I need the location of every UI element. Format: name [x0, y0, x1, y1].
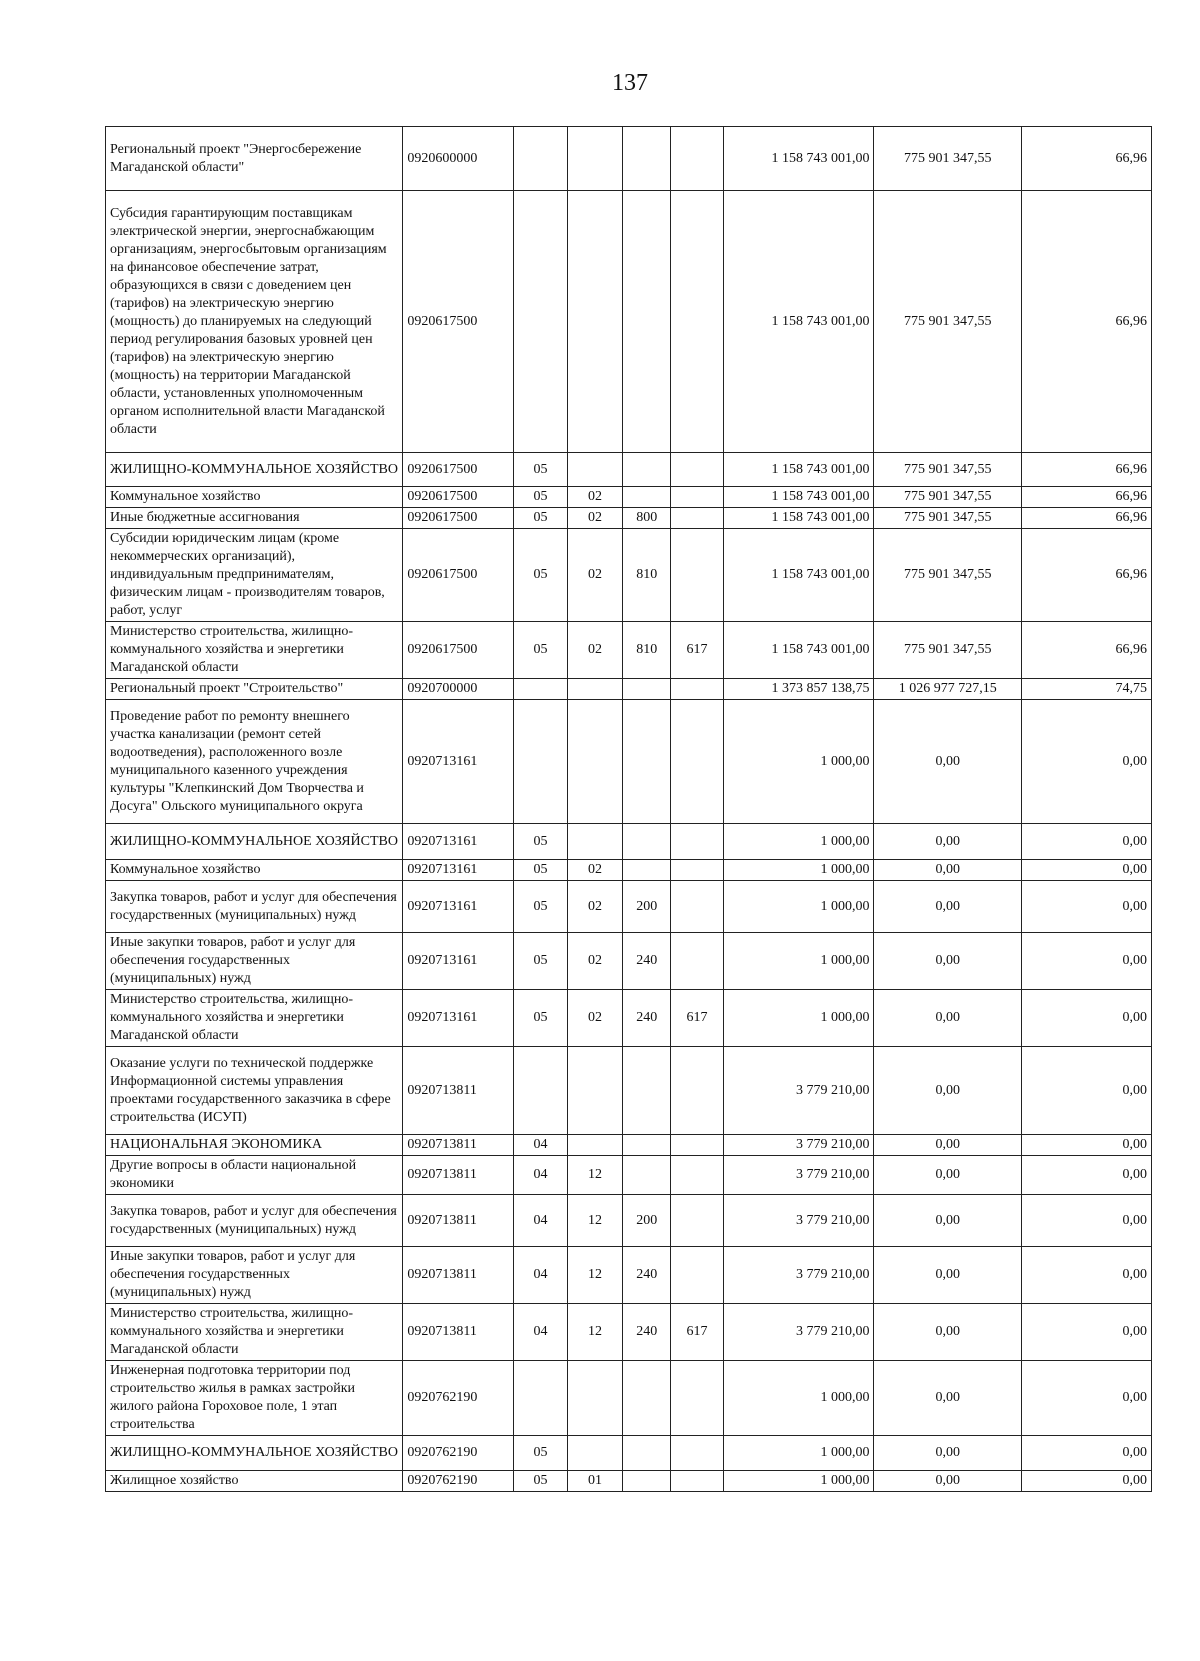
cell-expense-type: [623, 1361, 671, 1436]
cell-expense-type: [623, 1471, 671, 1492]
cell-executed-amount: 0,00: [874, 933, 1022, 990]
cell-target-code: 0920713811: [403, 1047, 514, 1135]
table-row: [106, 1436, 1152, 1471]
cell-executed-amount: 0,00: [874, 1304, 1022, 1361]
cell-administrator-code: [671, 1361, 723, 1436]
cell-planned-amount: 1 158 743 001,00: [723, 487, 874, 508]
cell-subsection: 01: [567, 1471, 622, 1492]
cell-target-code: 0920713161: [403, 881, 514, 933]
cell-executed-amount: 775 901 347,55: [874, 127, 1022, 191]
cell-target-code: 0920617500: [403, 191, 514, 453]
cell-section: 04: [514, 1135, 567, 1156]
cell-item-name: Коммунальное хозяйство: [106, 860, 403, 881]
cell-subsection: 02: [567, 529, 622, 622]
cell-section: [514, 191, 567, 453]
cell-subsection: 02: [567, 860, 622, 881]
cell-expense-type: [623, 824, 671, 860]
cell-section: 05: [514, 824, 567, 860]
cell-planned-amount: 3 779 210,00: [723, 1247, 874, 1304]
table-row: [106, 679, 1152, 700]
table-row: [106, 1361, 1152, 1436]
cell-section: 04: [514, 1247, 567, 1304]
cell-administrator-code: [671, 1436, 723, 1471]
cell-executed-amount: 0,00: [874, 1436, 1022, 1471]
cell-section: [514, 1361, 567, 1436]
cell-subsection: 12: [567, 1247, 622, 1304]
cell-subsection: [567, 700, 622, 824]
cell-administrator-code: [671, 453, 723, 487]
cell-planned-amount: 1 000,00: [723, 881, 874, 933]
cell-execution-percent: 0,00: [1022, 1247, 1152, 1304]
table-row: [106, 508, 1152, 529]
cell-subsection: [567, 453, 622, 487]
cell-expense-type: [623, 679, 671, 700]
cell-target-code: 0920700000: [403, 679, 514, 700]
cell-item-name: Министерство строительства, жилищно-коммунального хозяйства и энергетики Магаданской области: [106, 990, 403, 1047]
cell-planned-amount: 3 779 210,00: [723, 1156, 874, 1195]
cell-administrator-code: [671, 700, 723, 824]
cell-subsection: 12: [567, 1304, 622, 1361]
cell-item-name: Коммунальное хозяйство: [106, 487, 403, 508]
cell-expense-type: [623, 1047, 671, 1135]
cell-executed-amount: 775 901 347,55: [874, 191, 1022, 453]
cell-execution-percent: 0,00: [1022, 1047, 1152, 1135]
cell-target-code: 0920713811: [403, 1156, 514, 1195]
cell-item-name: ЖИЛИЩНО-КОММУНАЛЬНОЕ ХОЗЯЙСТВО: [106, 1436, 403, 1471]
cell-target-code: 0920713811: [403, 1304, 514, 1361]
cell-administrator-code: [671, 508, 723, 529]
cell-target-code: 0920713161: [403, 824, 514, 860]
cell-execution-percent: 0,00: [1022, 881, 1152, 933]
cell-item-name: Закупка товаров, работ и услуг для обеспечения государственных (муниципальных) нужд: [106, 881, 403, 933]
cell-item-name: НАЦИОНАЛЬНАЯ ЭКОНОМИКА: [106, 1135, 403, 1156]
cell-target-code: 0920617500: [403, 622, 514, 679]
cell-target-code: 0920713161: [403, 700, 514, 824]
cell-planned-amount: 3 779 210,00: [723, 1195, 874, 1247]
cell-expense-type: [623, 700, 671, 824]
cell-executed-amount: 1 026 977 727,15: [874, 679, 1022, 700]
cell-section: 05: [514, 1471, 567, 1492]
cell-expense-type: [623, 487, 671, 508]
cell-section: 04: [514, 1156, 567, 1195]
cell-item-name: ЖИЛИЩНО-КОММУНАЛЬНОЕ ХОЗЯЙСТВО: [106, 824, 403, 860]
table-row: [106, 933, 1152, 990]
cell-target-code: 0920762190: [403, 1361, 514, 1436]
cell-execution-percent: 0,00: [1022, 1135, 1152, 1156]
cell-expense-type: [623, 453, 671, 487]
cell-expense-type: 240: [623, 933, 671, 990]
cell-planned-amount: 3 779 210,00: [723, 1304, 874, 1361]
cell-execution-percent: 0,00: [1022, 1471, 1152, 1492]
cell-planned-amount: 1 000,00: [723, 860, 874, 881]
cell-subsection: 02: [567, 990, 622, 1047]
cell-administrator-code: [671, 679, 723, 700]
table-row: [106, 1195, 1152, 1247]
cell-planned-amount: 1 000,00: [723, 824, 874, 860]
cell-target-code: 0920713161: [403, 933, 514, 990]
cell-planned-amount: 1 158 743 001,00: [723, 191, 874, 453]
cell-administrator-code: 617: [671, 1304, 723, 1361]
cell-executed-amount: 0,00: [874, 860, 1022, 881]
table-row: [106, 487, 1152, 508]
cell-item-name: Оказание услуги по технической поддержке Информационной системы управления проектами государственного заказчика в сфере строительства (ИСУП): [106, 1047, 403, 1135]
cell-target-code: 0920713811: [403, 1195, 514, 1247]
table-row: [106, 860, 1152, 881]
cell-planned-amount: 1 373 857 138,75: [723, 679, 874, 700]
cell-subsection: 12: [567, 1195, 622, 1247]
cell-executed-amount: 0,00: [874, 1156, 1022, 1195]
cell-executed-amount: 775 901 347,55: [874, 487, 1022, 508]
table-row: [106, 622, 1152, 679]
cell-item-name: Проведение работ по ремонту внешнего участка канализации (ремонт сетей водоотведения), расположенного возле муниципального казенного учреждения культуры "Клепкинский Дом Творчества и Досуга" Ольского муниципального округа: [106, 700, 403, 824]
cell-administrator-code: [671, 529, 723, 622]
cell-planned-amount: 1 000,00: [723, 990, 874, 1047]
table-row: [106, 529, 1152, 622]
cell-item-name: Субсидия гарантирующим поставщикам электрической энергии, энергоснабжающим организациям, энергосбытовым организациям на финансовое обеспечение затрат, образующихся в связи с доведением цен (тарифов) на электрическую энергию (мощность) до планируемых на следующий период регулирования базовых уровней цен (тарифов) на электрическую энергию (мощность) на территории Магаданской области, установленных уполномоченным органом исполнительной власти Магаданской области: [106, 191, 403, 453]
table-row: [106, 700, 1152, 824]
cell-planned-amount: 1 158 743 001,00: [723, 127, 874, 191]
cell-planned-amount: 1 158 743 001,00: [723, 529, 874, 622]
cell-subsection: [567, 824, 622, 860]
cell-target-code: 0920617500: [403, 453, 514, 487]
cell-expense-type: [623, 860, 671, 881]
cell-execution-percent: 0,00: [1022, 824, 1152, 860]
cell-administrator-code: [671, 191, 723, 453]
cell-administrator-code: [671, 127, 723, 191]
cell-expense-type: 800: [623, 508, 671, 529]
cell-execution-percent: 66,96: [1022, 127, 1152, 191]
cell-expense-type: 240: [623, 1247, 671, 1304]
cell-administrator-code: 617: [671, 622, 723, 679]
cell-planned-amount: 1 000,00: [723, 1361, 874, 1436]
table-row: [106, 1304, 1152, 1361]
cell-subsection: [567, 127, 622, 191]
cell-item-name: Иные закупки товаров, работ и услуг для обеспечения государственных (муниципальных) нужд: [106, 1247, 403, 1304]
cell-execution-percent: 0,00: [1022, 1195, 1152, 1247]
cell-item-name: Региональный проект "Энергосбережение Магаданской области": [106, 127, 403, 191]
table-row: [106, 881, 1152, 933]
cell-executed-amount: 0,00: [874, 1247, 1022, 1304]
cell-administrator-code: [671, 487, 723, 508]
cell-execution-percent: 66,96: [1022, 453, 1152, 487]
cell-expense-type: 810: [623, 529, 671, 622]
cell-section: [514, 1047, 567, 1135]
cell-subsection: [567, 1047, 622, 1135]
budget-table-body: [106, 127, 1152, 1492]
cell-subsection: 02: [567, 508, 622, 529]
table-row: [106, 1247, 1152, 1304]
cell-expense-type: 240: [623, 1304, 671, 1361]
cell-executed-amount: 0,00: [874, 1135, 1022, 1156]
cell-target-code: 0920617500: [403, 529, 514, 622]
cell-item-name: Министерство строительства, жилищно-коммунального хозяйства и энергетики Магаданской области: [106, 1304, 403, 1361]
cell-execution-percent: 0,00: [1022, 1436, 1152, 1471]
cell-section: 04: [514, 1195, 567, 1247]
cell-administrator-code: [671, 1156, 723, 1195]
cell-section: 05: [514, 487, 567, 508]
cell-subsection: 02: [567, 487, 622, 508]
cell-target-code: 0920600000: [403, 127, 514, 191]
cell-target-code: 0920713161: [403, 860, 514, 881]
table-row: [106, 1156, 1152, 1195]
cell-execution-percent: 66,96: [1022, 487, 1152, 508]
cell-section: 05: [514, 508, 567, 529]
cell-planned-amount: 3 779 210,00: [723, 1047, 874, 1135]
cell-item-name: Субсидии юридическим лицам (кроме некоммерческих организаций), индивидуальным предпринимателям, физическим лицам - производителям товаров, работ, услуг: [106, 529, 403, 622]
cell-executed-amount: 0,00: [874, 1471, 1022, 1492]
cell-administrator-code: [671, 881, 723, 933]
cell-section: 04: [514, 1304, 567, 1361]
cell-item-name: Иные бюджетные ассигнования: [106, 508, 403, 529]
cell-target-code: 0920762190: [403, 1436, 514, 1471]
cell-executed-amount: 0,00: [874, 1195, 1022, 1247]
cell-section: [514, 679, 567, 700]
cell-expense-type: 810: [623, 622, 671, 679]
cell-section: 05: [514, 933, 567, 990]
cell-expense-type: 200: [623, 1195, 671, 1247]
cell-administrator-code: [671, 1195, 723, 1247]
cell-item-name: Министерство строительства, жилищно-коммунального хозяйства и энергетики Магаданской области: [106, 622, 403, 679]
cell-expense-type: [623, 1156, 671, 1195]
cell-planned-amount: 1 158 743 001,00: [723, 453, 874, 487]
cell-section: 05: [514, 453, 567, 487]
cell-executed-amount: 0,00: [874, 881, 1022, 933]
cell-executed-amount: 775 901 347,55: [874, 508, 1022, 529]
cell-section: 05: [514, 860, 567, 881]
cell-item-name: Иные закупки товаров, работ и услуг для обеспечения государственных (муниципальных) нужд: [106, 933, 403, 990]
cell-execution-percent: 0,00: [1022, 933, 1152, 990]
page-number: 137: [612, 70, 648, 96]
cell-planned-amount: 1 000,00: [723, 700, 874, 824]
cell-section: 05: [514, 622, 567, 679]
cell-planned-amount: 1 000,00: [723, 1471, 874, 1492]
cell-planned-amount: 1 158 743 001,00: [723, 622, 874, 679]
cell-item-name: Региональный проект "Строительство": [106, 679, 403, 700]
cell-executed-amount: 0,00: [874, 1361, 1022, 1436]
cell-planned-amount: 1 000,00: [723, 1436, 874, 1471]
cell-executed-amount: 0,00: [874, 824, 1022, 860]
cell-executed-amount: 775 901 347,55: [874, 622, 1022, 679]
cell-subsection: [567, 1361, 622, 1436]
cell-executed-amount: 0,00: [874, 990, 1022, 1047]
cell-subsection: [567, 1135, 622, 1156]
cell-item-name: Закупка товаров, работ и услуг для обеспечения государственных (муниципальных) нужд: [106, 1195, 403, 1247]
cell-execution-percent: 74,75: [1022, 679, 1152, 700]
cell-execution-percent: 0,00: [1022, 990, 1152, 1047]
table-row: [106, 127, 1152, 191]
cell-target-code: 0920713811: [403, 1247, 514, 1304]
cell-target-code: 0920713161: [403, 990, 514, 1047]
cell-planned-amount: 1 158 743 001,00: [723, 508, 874, 529]
cell-administrator-code: [671, 1247, 723, 1304]
cell-execution-percent: 0,00: [1022, 1361, 1152, 1436]
cell-section: [514, 700, 567, 824]
cell-administrator-code: [671, 933, 723, 990]
cell-subsection: 02: [567, 881, 622, 933]
table-row: [106, 824, 1152, 860]
cell-item-name: ЖИЛИЩНО-КОММУНАЛЬНОЕ ХОЗЯЙСТВО: [106, 453, 403, 487]
cell-executed-amount: 775 901 347,55: [874, 453, 1022, 487]
cell-execution-percent: 0,00: [1022, 1304, 1152, 1361]
table-row: [106, 1471, 1152, 1492]
cell-administrator-code: [671, 824, 723, 860]
cell-execution-percent: 66,96: [1022, 191, 1152, 453]
cell-execution-percent: 0,00: [1022, 1156, 1152, 1195]
table-row: [106, 1047, 1152, 1135]
cell-expense-type: 240: [623, 990, 671, 1047]
cell-planned-amount: 3 779 210,00: [723, 1135, 874, 1156]
cell-target-code: 0920713811: [403, 1135, 514, 1156]
cell-execution-percent: 0,00: [1022, 860, 1152, 881]
cell-target-code: 0920617500: [403, 487, 514, 508]
cell-administrator-code: [671, 1135, 723, 1156]
cell-section: 05: [514, 1436, 567, 1471]
cell-subsection: 02: [567, 622, 622, 679]
cell-expense-type: [623, 1135, 671, 1156]
cell-item-name: Другие вопросы в области национальной экономики: [106, 1156, 403, 1195]
cell-section: 05: [514, 881, 567, 933]
cell-expense-type: [623, 191, 671, 453]
cell-section: [514, 127, 567, 191]
cell-target-code: 0920762190: [403, 1471, 514, 1492]
cell-execution-percent: 0,00: [1022, 700, 1152, 824]
cell-subsection: [567, 191, 622, 453]
table-row: [106, 191, 1152, 453]
budget-execution-table: [105, 126, 1152, 1492]
cell-execution-percent: 66,96: [1022, 622, 1152, 679]
cell-subsection: 02: [567, 933, 622, 990]
cell-administrator-code: [671, 860, 723, 881]
cell-executed-amount: 775 901 347,55: [874, 529, 1022, 622]
cell-executed-amount: 0,00: [874, 1047, 1022, 1135]
cell-administrator-code: 617: [671, 990, 723, 1047]
cell-expense-type: [623, 127, 671, 191]
cell-section: 05: [514, 529, 567, 622]
cell-target-code: 0920617500: [403, 508, 514, 529]
cell-subsection: [567, 679, 622, 700]
table-row: [106, 990, 1152, 1047]
cell-execution-percent: 66,96: [1022, 508, 1152, 529]
cell-expense-type: [623, 1436, 671, 1471]
table-row: [106, 453, 1152, 487]
cell-section: 05: [514, 990, 567, 1047]
table-row: [106, 1135, 1152, 1156]
cell-item-name: Инженерная подготовка территории под строительство жилья в рамках застройки жилого района Гороховое поле, 1 этап строительства: [106, 1361, 403, 1436]
cell-administrator-code: [671, 1471, 723, 1492]
cell-administrator-code: [671, 1047, 723, 1135]
cell-expense-type: 200: [623, 881, 671, 933]
cell-subsection: [567, 1436, 622, 1471]
cell-item-name: Жилищное хозяйство: [106, 1471, 403, 1492]
cell-subsection: 12: [567, 1156, 622, 1195]
cell-executed-amount: 0,00: [874, 700, 1022, 824]
cell-execution-percent: 66,96: [1022, 529, 1152, 622]
cell-planned-amount: 1 000,00: [723, 933, 874, 990]
